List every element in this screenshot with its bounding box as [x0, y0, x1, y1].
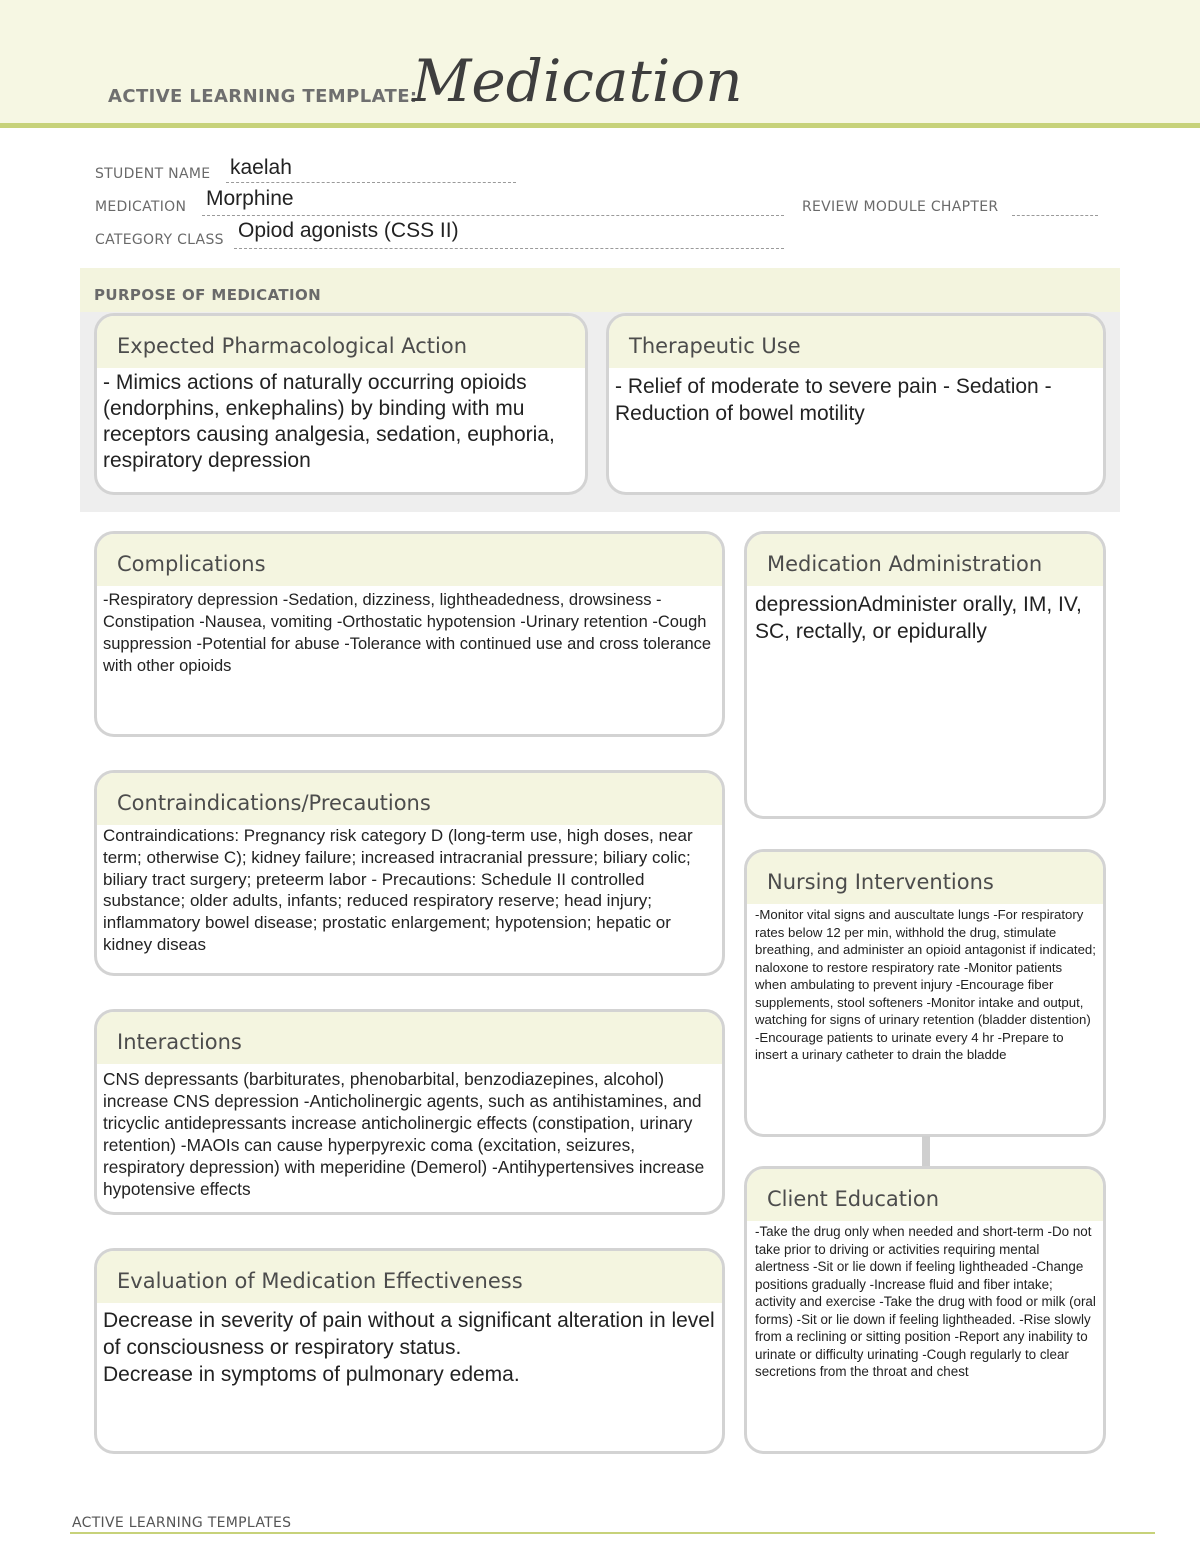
category-class-value[interactable]: Opiod agonists (CSS II)	[238, 219, 459, 242]
client-education-box	[744, 1166, 1106, 1454]
category-class-underline	[234, 248, 784, 249]
evaluation-text[interactable]	[97, 1303, 722, 1388]
nursing-interventions-text[interactable]: -Monitor vital signs and auscultate lungs -For respiratory rates below 12 per min, withhold the drug, stimulate breathing, and administer an opioid antagonist if indicated; naloxone to restore respiratory rate -Monitor patients when ambulating to prevent injury -Encourage fiber supplements, stool softeners -Monitor intake and output, watching for signs of urinary retention (bladder distention) -Encourage patients to urinate every 4 hr -Prepare to insert a urinary catheter to drain the bladde	[755, 907, 1096, 1062]
section-connector	[922, 1136, 930, 1166]
nursing-interventions-heading: Nursing Interventions	[747, 852, 1103, 904]
contraindications-heading: Contraindications/Precautions	[97, 773, 722, 825]
student-name-value[interactable]: kaelah	[230, 156, 292, 179]
client-education-heading: Client Education	[747, 1169, 1103, 1221]
client-education-text[interactable]: -Take the drug only when needed and short-term -Do not take prior to driving or activities requiring mental alertness -Sit or lie down if feeling lightheaded -Change positions gradually -Increase fluid and fiber intake; activity and exercise -Take the drug with food or milk (oral forms) -Sit or lie down if feeling lightheaded. -Rise slowly from a reclining or sitting position -Report any inability to urinate or difficulty urinating -Cough regularly to clear secretions from the throat and chest	[755, 1224, 1096, 1379]
student-name-label: STUDENT NAME	[95, 166, 211, 182]
expected-action-box	[94, 313, 588, 495]
therapeutic-use-text[interactable]: - Relief of moderate to severe pain - Sedation -Reduction of bowel motility	[615, 375, 1052, 425]
footer-divider	[70, 1532, 1155, 1534]
student-name-underline	[226, 182, 516, 183]
page-title: Medication	[412, 47, 743, 115]
complications-box	[94, 531, 725, 737]
therapeutic-use-heading: Therapeutic Use	[609, 316, 1103, 368]
interactions-box	[94, 1009, 725, 1215]
evaluation-line-2: Decrease in symptoms of pulmonary edema.	[103, 1363, 520, 1386]
category-class-label: CATEGORY CLASS	[95, 232, 224, 248]
evaluation-heading: Evaluation of Medication Effectiveness	[97, 1251, 722, 1303]
medication-label: MEDICATION	[95, 199, 187, 215]
nursing-interventions-box	[744, 849, 1106, 1137]
evaluation-box	[94, 1248, 725, 1454]
expected-action-heading: Expected Pharmacological Action	[97, 316, 585, 368]
template-label: ACTIVE LEARNING TEMPLATE:	[108, 86, 418, 107]
expected-action-text[interactable]: - Mimics actions of naturally occurring opioids (endorphins, enkephalins) by binding with mu receptors causing analgesia, sedation, euphoria, respiratory depression	[103, 371, 555, 472]
review-module-label: REVIEW MODULE CHAPTER	[802, 199, 999, 215]
header-divider	[0, 123, 1200, 128]
medication-underline	[202, 215, 784, 216]
contraindications-box	[94, 770, 725, 976]
administration-text[interactable]: depressionAdminister orally, IM, IV, SC, rectally, or epidurally	[755, 593, 1082, 643]
complications-text[interactable]: -Respiratory depression -Sedation, dizziness, lightheadedness, drowsiness -Constipation -Nausea, vomiting -Orthostatic hypotension -Urinary retention -Cough suppression -Potential for abuse -Tolerance with continued use and cross tolerance with other opioids	[103, 591, 712, 675]
therapeutic-use-box	[606, 313, 1106, 495]
review-module-underline	[1012, 215, 1098, 216]
medication-value[interactable]: Morphine	[206, 187, 294, 210]
complications-heading: Complications	[97, 534, 722, 586]
purpose-title: PURPOSE OF MEDICATION	[94, 286, 322, 304]
evaluation-line-1: Decrease in severity of pain without a significant alteration in level of consciousness or respiratory status.	[103, 1309, 715, 1359]
contraindications-text[interactable]: Contraindications: Pregnancy risk category D (long-term use, high doses, near term; otherwise C); kidney failure; increased intracranial pressure; biliary colic; biliary tract surgery; preteerm labor - Precautions: Schedule II controlled substance; older adults, infants; reduced respiratory reserve; head injury; inflammatory bowel disease; prostatic enlargement; hypotension; hepatic or kidney diseas	[103, 826, 693, 954]
interactions-heading: Interactions	[97, 1012, 722, 1064]
administration-heading: Medication Administration	[747, 534, 1103, 586]
footer-label: ACTIVE LEARNING TEMPLATES	[72, 1515, 292, 1531]
interactions-text[interactable]: CNS depressants (barbiturates, phenobarbital, benzodiazepines, alcohol) increase CNS depression -Anticholinergic agents, such as antihistamines, and tricyclic antidepressants increase anticholinergic effects (constipation, urinary retention) -MAOIs can cause hyperpyrexic coma (excitation, seizures, respiratory depression) with meperidine (Demerol) -Antihypertensives increase hypotensive effects	[103, 1069, 705, 1199]
administration-box	[744, 531, 1106, 819]
